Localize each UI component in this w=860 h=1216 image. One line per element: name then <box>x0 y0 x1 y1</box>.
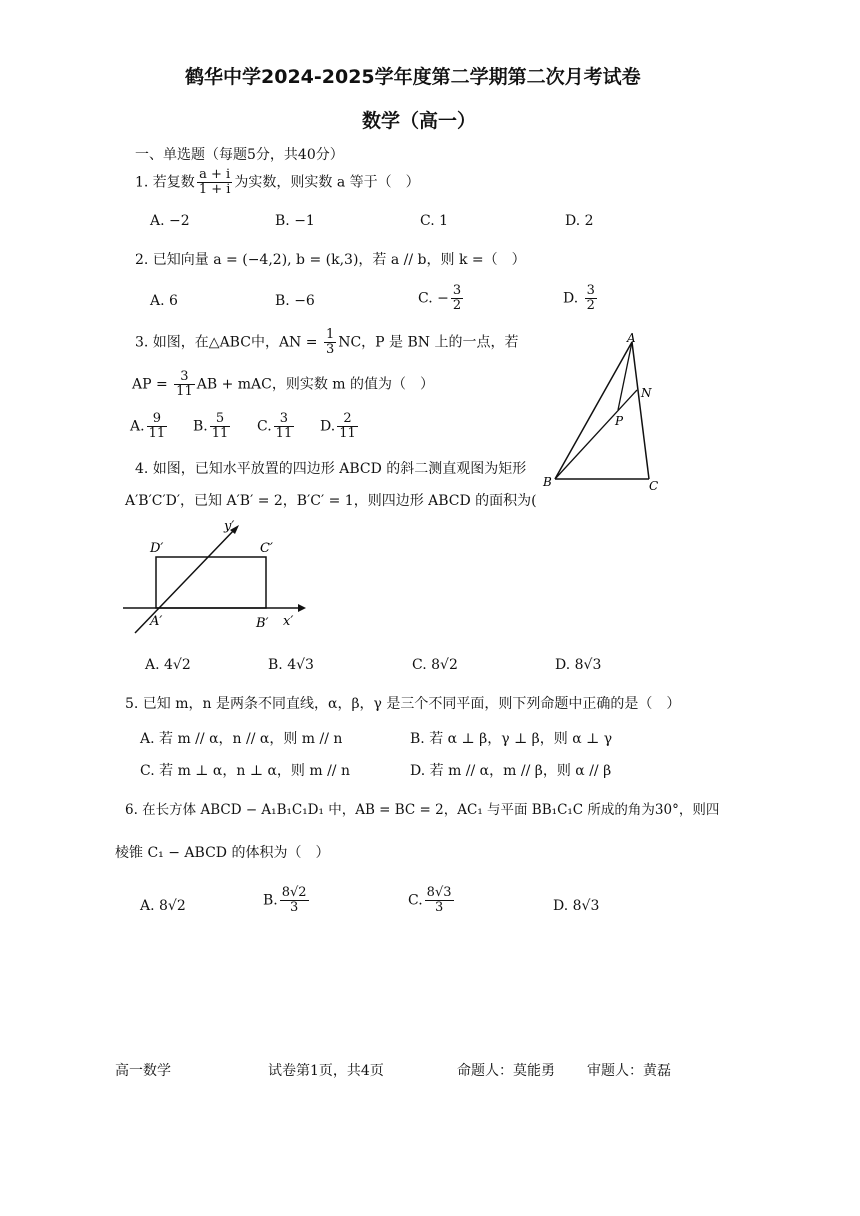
q5-option-a[interactable]: A. 若 m // α，n // α，则 m // n <box>140 731 343 747</box>
question-1 <box>135 168 420 197</box>
q3-d-den: 11 <box>339 426 356 441</box>
q3-l1-den: 3 <box>325 342 335 357</box>
q6-option-b[interactable] <box>263 886 311 915</box>
q2-c-fraction <box>451 284 463 313</box>
q2-c-den: 2 <box>452 298 462 313</box>
q3-option-b[interactable] <box>193 412 232 441</box>
q3-a-num: 9 <box>147 412 168 427</box>
label-a-prime: A′ <box>150 614 163 629</box>
q3-l1-post: NC，P 是 BN 上的一点，若 <box>338 334 519 351</box>
q3-c-fraction <box>274 412 295 441</box>
question-2: 2. 已知向量 a = (−4,2), b = (k,3)，若 a // b，则 k =（ ） <box>135 252 526 268</box>
section-heading: 一、单选题（每题5分，共40分） <box>135 147 344 163</box>
question-6-line2: 棱锥 C₁ − ABCD 的体积为（ ） <box>115 845 330 861</box>
q3-a-fraction <box>147 412 168 441</box>
q3-option-a[interactable] <box>130 412 169 441</box>
q1-option-c[interactable]: C. 1 <box>420 213 449 229</box>
q3-d-prefix: D. <box>320 418 336 435</box>
label-y-prime: y′ <box>224 519 235 534</box>
q5-option-d[interactable]: D. 若 m // α，m // β，则 α // β <box>410 763 612 779</box>
label-x-prime: x′ <box>283 614 294 629</box>
edge-ac <box>632 342 649 479</box>
q2-d-fraction <box>585 284 597 313</box>
q2-d-prefix: D. <box>563 290 583 307</box>
q3-c-den: 11 <box>275 426 293 441</box>
label-n: N <box>641 386 652 400</box>
q1-pre: 1. 若复数 <box>135 174 195 191</box>
question-3-line2 <box>132 370 434 399</box>
q3-l2-pre: AP = <box>132 376 173 393</box>
label-c-prime: C′ <box>260 541 273 556</box>
q6-b-fraction <box>280 886 309 915</box>
q6-option-a[interactable]: A. 8√2 <box>140 898 186 914</box>
label-b-prime: B′ <box>256 616 269 631</box>
q3-l2-post: AB + mAC，则实数 m 的值为（ ） <box>196 376 435 393</box>
q6-b-num: 8√2 <box>281 885 307 900</box>
oblique-view-figure <box>118 515 308 640</box>
q3-b-num: 5 <box>210 412 231 427</box>
rectangle-abcd <box>156 557 266 608</box>
q2-d-num: 3 <box>586 283 595 298</box>
q2-d-den: 2 <box>586 298 595 313</box>
q2-option-d[interactable] <box>563 284 599 313</box>
q2-option-a[interactable]: A. 6 <box>150 293 178 309</box>
q3-option-d[interactable] <box>320 412 360 441</box>
segment-bn <box>555 390 637 479</box>
label-p: P <box>615 414 624 428</box>
q4-option-c[interactable]: C. 8√2 <box>412 657 458 673</box>
q3-l1-fraction <box>324 328 336 357</box>
q6-c-fraction <box>425 886 454 915</box>
footer-subject: 高一数学 <box>115 1063 171 1079</box>
q3-d-num: 2 <box>337 412 358 427</box>
question-4-line1: 4. 如图，已知水平放置的四边形 ABCD 的斜二测直观图为矩形 <box>135 461 527 477</box>
footer-reviewer: 审题人：黄磊 <box>587 1063 671 1079</box>
q5-option-b[interactable]: B. 若 α ⊥ β，γ ⊥ β，则 α ⊥ γ <box>410 731 613 747</box>
page-title: 鹤华中学2024-2025学年度第二学期第二次月考试卷 <box>185 66 641 88</box>
q2-c-prefix: C. − <box>418 290 449 307</box>
q1-option-a[interactable]: A. −2 <box>150 213 190 229</box>
q1-option-b[interactable]: B. −1 <box>275 213 315 229</box>
q4-option-a[interactable]: A. 4√2 <box>145 657 191 673</box>
q1-frac-num: a + i <box>197 168 233 183</box>
footer-author: 命题人：莫能勇 <box>457 1063 555 1079</box>
label-d-prime: D′ <box>150 541 164 556</box>
x-axis-arrow <box>298 604 306 612</box>
q6-option-d[interactable]: D. 8√3 <box>553 898 600 914</box>
q1-fraction <box>197 168 233 197</box>
label-c: C <box>649 479 659 493</box>
q6-c-den: 3 <box>434 900 444 915</box>
q3-a-prefix: A. <box>130 418 145 435</box>
label-b: B <box>543 475 552 489</box>
q3-b-den: 11 <box>211 426 229 441</box>
segment-ap <box>618 342 632 410</box>
q2-option-b[interactable]: B. −6 <box>275 293 315 309</box>
q3-l2-den: 11 <box>176 384 193 399</box>
q1-post: 为实数，则实数 a 等于（ ） <box>234 174 420 191</box>
q3-b-prefix: B. <box>193 418 208 435</box>
q6-b-prefix: B. <box>263 892 278 909</box>
q3-a-den: 11 <box>148 426 166 441</box>
q1-option-d[interactable]: D. 2 <box>565 213 594 229</box>
q3-c-num: 3 <box>274 412 295 427</box>
q3-option-c[interactable] <box>257 412 296 441</box>
q4-option-d[interactable]: D. 8√3 <box>555 657 602 673</box>
q2-option-c[interactable] <box>418 284 465 313</box>
footer-page-number: 试卷第1页，共4页 <box>268 1063 384 1079</box>
q4-option-b[interactable]: B. 4√3 <box>268 657 314 673</box>
q6-b-den: 3 <box>290 900 299 915</box>
q3-d-fraction <box>337 412 358 441</box>
question-4-line2: A′B′C′D′，已知 A′B′ = 2，B′C′ = 1，则四边形 ABCD 的面积为( <box>125 493 537 509</box>
question-3-line1 <box>135 328 519 357</box>
question-5: 5. 已知 m，n 是两条不同直线，α，β，γ 是三个不同平面，则下列命题中正确的是（ ） <box>125 696 681 712</box>
q6-c-prefix: C. <box>408 892 423 909</box>
q6-option-c[interactable] <box>408 886 456 915</box>
q5-option-c[interactable]: C. 若 m ⊥ α，n ⊥ α，则 m // n <box>140 763 350 779</box>
q2-c-num: 3 <box>452 283 462 298</box>
triangle-figure <box>535 330 675 495</box>
edge-ab <box>555 342 632 479</box>
q6-c-num: 8√3 <box>426 885 452 900</box>
q3-l2-num: 3 <box>174 370 195 385</box>
question-6-line1: 6. 在长方体 ABCD − A₁B₁C₁D₁ 中，AB = BC = 2，AC₁ 与平面 BB₁C₁C 所成的角为30°，则四 <box>125 802 720 818</box>
label-a: A <box>627 331 636 345</box>
q1-frac-den: 1 + i <box>198 182 231 197</box>
q3-l1-num: 1 <box>325 327 335 342</box>
q3-l2-fraction <box>174 370 195 399</box>
q3-c-prefix: C. <box>257 418 272 435</box>
q3-b-fraction <box>210 412 231 441</box>
q3-l1-pre: 3. 如图，在△ABC中，AN = <box>135 334 322 351</box>
page-subtitle: 数学（高一） <box>362 110 477 132</box>
